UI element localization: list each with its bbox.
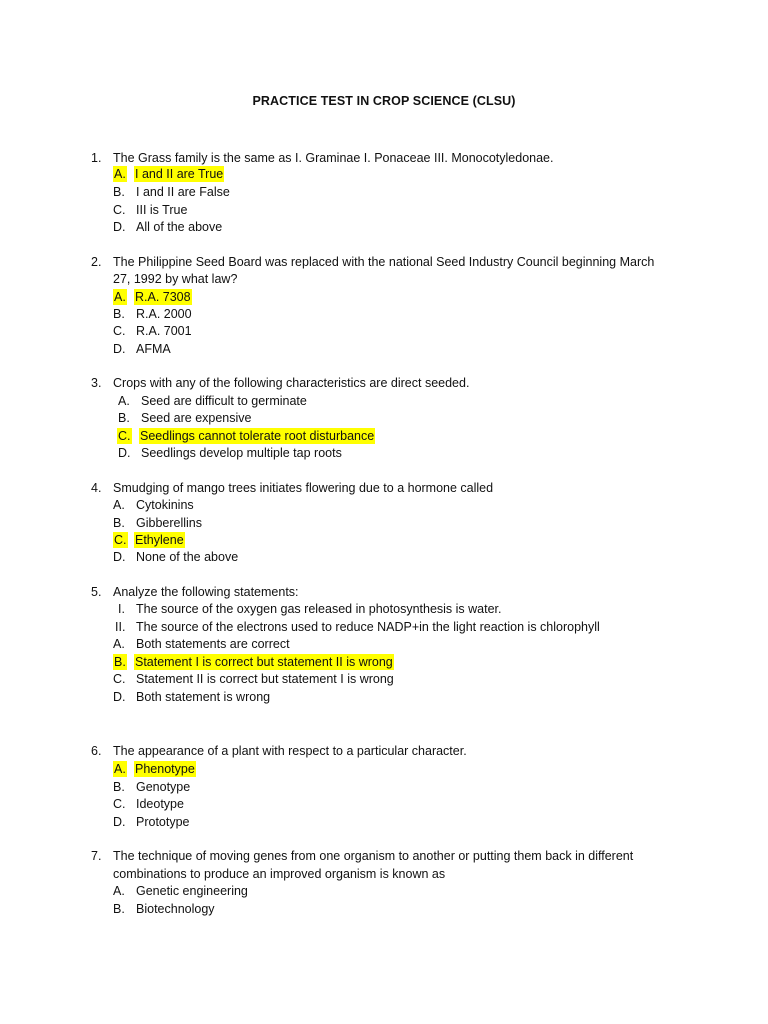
option-text: R.A. 7001 <box>136 324 192 338</box>
option-letter: B. <box>113 902 125 916</box>
option-text: Seedlings develop multiple tap roots <box>141 446 342 460</box>
option-letter: B. <box>113 185 125 199</box>
option-letter: D. <box>113 550 126 564</box>
option-text-correct: Statement I is correct but statement II is wrong <box>135 655 393 669</box>
option-letter: B. <box>113 780 125 794</box>
option-letter: C. <box>118 429 131 443</box>
option-text: All of the above <box>136 220 223 234</box>
question-text: The technique of moving genes from one organism to another or putting them back in different <box>113 849 634 863</box>
option-letter: B. <box>113 307 125 321</box>
option-letter: A. <box>113 637 125 651</box>
option-text: Genotype <box>136 780 191 794</box>
option-letter: D. <box>113 815 126 829</box>
option-letter: C. <box>113 672 126 686</box>
statement-text: The source of the electrons used to reduce NADP+in the light reaction is chlorophyll <box>136 620 600 634</box>
question-number: 5. <box>91 585 102 599</box>
option-text: Gibberellins <box>136 516 203 530</box>
option-letter: A. <box>114 762 126 776</box>
option-text: Cytokinins <box>136 498 194 512</box>
option-letter: A. <box>113 498 125 512</box>
option-text: Ideotype <box>136 797 184 811</box>
option-letter: B. <box>113 516 125 530</box>
option-letter: C. <box>113 797 126 811</box>
question-text: The appearance of a plant with respect to a particular character. <box>113 744 467 758</box>
option-letter: A. <box>113 884 125 898</box>
option-letter: A. <box>118 394 130 408</box>
option-text: III is True <box>136 203 188 217</box>
question-number: 7. <box>91 849 102 863</box>
question-text: Smudging of mango trees initiates flowering due to a hormone called <box>113 481 494 495</box>
option-text-correct: Ethylene <box>135 533 184 547</box>
option-letter: B. <box>118 411 130 425</box>
option-letter: C. <box>113 203 126 217</box>
question-number: 1. <box>91 151 102 165</box>
option-text: Both statements are correct <box>136 637 290 651</box>
option-text: Statement II is correct but statement I is wrong <box>136 672 394 686</box>
option-text: Prototype <box>136 815 190 829</box>
question-number: 6. <box>91 744 102 758</box>
option-letter: A. <box>114 167 126 181</box>
option-text: AFMA <box>136 342 171 356</box>
statement-label: I. <box>118 602 125 616</box>
option-letter: C. <box>113 324 126 338</box>
option-letter: D. <box>113 690 126 704</box>
question-text: combinations to produce an improved organism is known as <box>113 867 446 881</box>
question-text: Crops with any of the following characteristics are direct seeded. <box>113 376 470 390</box>
option-text-correct: Seedlings cannot tolerate root disturbance <box>140 429 375 443</box>
question-number: 4. <box>91 481 102 495</box>
option-letter: D. <box>113 342 126 356</box>
option-text: Genetic engineering <box>136 884 248 898</box>
option-letter: B. <box>114 655 126 669</box>
option-text: Seed are difficult to germinate <box>141 394 307 408</box>
option-text-correct: R.A. 7308 <box>135 290 191 304</box>
option-letter: C. <box>114 533 127 547</box>
option-text-correct: Phenotype <box>135 762 195 776</box>
option-letter: D. <box>118 446 131 460</box>
option-letter: A. <box>114 290 126 304</box>
question-number: 3. <box>91 376 102 390</box>
question-number: 2. <box>91 255 102 269</box>
page-title: PRACTICE TEST IN CROP SCIENCE (CLSU) <box>252 94 516 108</box>
option-text: Seed are expensive <box>141 411 252 425</box>
question-text: The Grass family is the same as I. Graminae I. Ponaceae III. Monocotyledonae. <box>113 151 554 165</box>
statement-text: The source of the oxygen gas released in photosynthesis is water. <box>136 602 502 616</box>
option-text: I and II are False <box>136 185 230 199</box>
option-text: None of the above <box>136 550 239 564</box>
option-letter: D. <box>113 220 126 234</box>
statement-label: II. <box>115 620 126 634</box>
question-text: Analyze the following statements: <box>113 585 299 599</box>
question-text: The Philippine Seed Board was replaced with the national Seed Industry Council beginning March <box>113 255 655 269</box>
question-text: 27, 1992 by what law? <box>113 272 238 286</box>
option-text: Biotechnology <box>136 902 215 916</box>
option-text: R.A. 2000 <box>136 307 192 321</box>
option-text: Both statement is wrong <box>136 690 271 704</box>
option-text-correct: I and II are True <box>135 167 224 181</box>
